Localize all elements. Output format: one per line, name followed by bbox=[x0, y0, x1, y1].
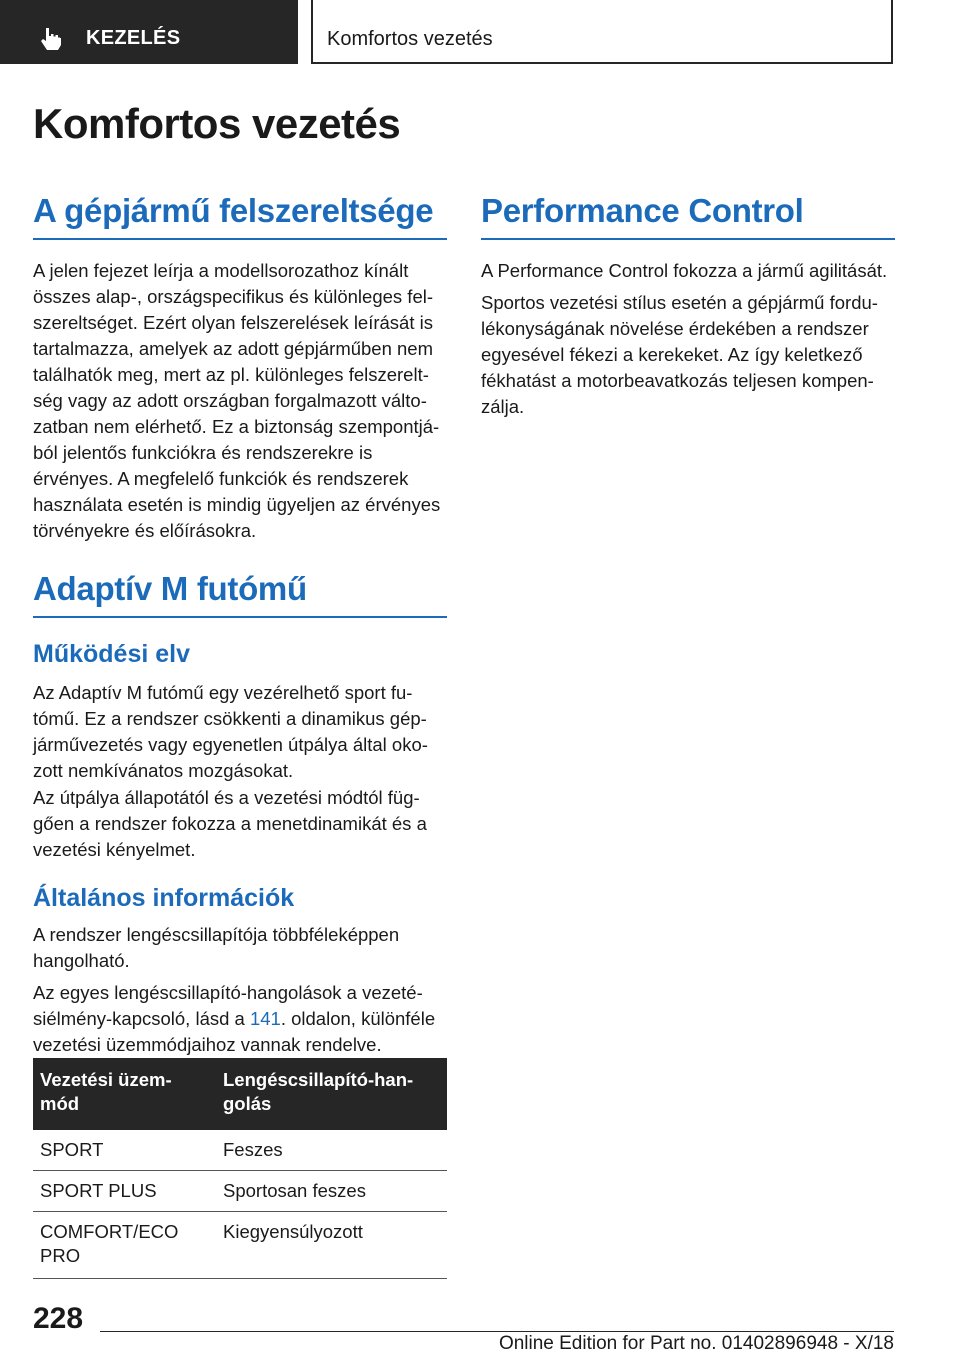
performance-control-paragraph-2: Sportos vezetési stílus esetén a gépjármű fordu- lékonyságának növelése érdekében a rendszer egyesével fékezi a kerekeket. Az így keletkező fékhatást a motorbeavatkozás teljesen kompen- zálja. bbox=[481, 292, 878, 417]
operating-principle-paragraph-1: Az Adaptív M futómű egy vezérelhető sport fu- tómű. Ez a rendszer csökkenti a dinamikus gép- járművezetés vagy egyenetlen útpálya által oko- zott nemkívánatos mozgásokat. bbox=[33, 682, 428, 781]
section-heading-equipment: A gépjármű felszereltsége bbox=[33, 192, 447, 240]
table-cell-setting: Feszes bbox=[216, 1130, 447, 1171]
chapter-title: Komfortos vezetés bbox=[327, 28, 493, 50]
chapter-header bbox=[311, 0, 893, 64]
footer-edition-text: Online Edition for Part no. 01402896948 - X/18 bbox=[498, 1333, 894, 1354]
section-tab-label: KEZELÉS bbox=[86, 27, 181, 49]
damper-settings-table bbox=[33, 1058, 447, 1279]
operating-principle-paragraph-2: Az útpálya állapotától és a vezetési módtól füg- gően a rendszer fokozza a menetdinamikát és a vezetési kényelmet. bbox=[33, 787, 427, 860]
subheading-general-information: Általános információk bbox=[33, 884, 295, 912]
table-cell-setting: Sportosan feszes bbox=[216, 1171, 447, 1212]
page-number: 228 bbox=[33, 1302, 84, 1335]
table-header-row bbox=[33, 1058, 447, 1130]
equipment-paragraph: A jelen fejezet leírja a modellsorozathoz kínált összes alap-, országspecifikus és különleges fel- szereltséget. Ezért olyan felszerelések leírását is tartalmazza, amelyek az adott gépjárműben nem találhatók meg, mert az pl. különleges felszerelt- ség vagy az adott országban forgalmazott válto- zatban nem elérhető. Ez a biztonság szempontjá- ból jelentős funkciókra és rendszerekre is érvényes. A megfelelő funkciók és rendszerek használata esetén is mindig ügyeljen az érvényes törvényekre és előírásokra. bbox=[33, 260, 441, 541]
table-header-driving-mode: Vezetési üzem- mód bbox=[33, 1058, 216, 1130]
general-info-paragraph-1: A rendszer lengéscsillapítója többféleképpen hangolható. bbox=[33, 924, 400, 971]
section-tab[interactable] bbox=[0, 0, 298, 64]
footer-divider bbox=[100, 1331, 894, 1332]
table-row bbox=[33, 1212, 447, 1279]
page-reference-link[interactable]: 141 bbox=[249, 1008, 281, 1029]
section-heading-adaptive-suspension: Adaptív M futómű bbox=[33, 570, 447, 618]
section-heading-performance-control: Performance Control bbox=[481, 192, 895, 240]
subheading-operating-principle: Működési elv bbox=[33, 640, 190, 668]
table-cell-mode: COMFORT/ECO PRO bbox=[33, 1212, 216, 1279]
table-cell-setting: Kiegyensúlyozott bbox=[216, 1212, 447, 1279]
table-cell-mode: SPORT PLUS bbox=[33, 1171, 216, 1212]
table-row bbox=[33, 1130, 447, 1171]
table-cell-mode: SPORT bbox=[33, 1130, 216, 1171]
table-header-damper-setting: Lengéscsillapító-han- golás bbox=[216, 1058, 447, 1130]
performance-control-paragraph-1: A Performance Control fokozza a jármű agilitását. bbox=[481, 260, 888, 281]
page-title: Komfortos vezetés bbox=[33, 100, 401, 147]
table-row bbox=[33, 1171, 447, 1212]
general-info-paragraph-2: Az egyes lengéscsillapító-hangolások a vezeté- siélmény-kapcsoló, lásd a 141. oldalon, különféle vezetési üzemmódjaihoz vannak rendelve. bbox=[33, 982, 436, 1055]
hand-pointer-icon bbox=[38, 26, 64, 52]
